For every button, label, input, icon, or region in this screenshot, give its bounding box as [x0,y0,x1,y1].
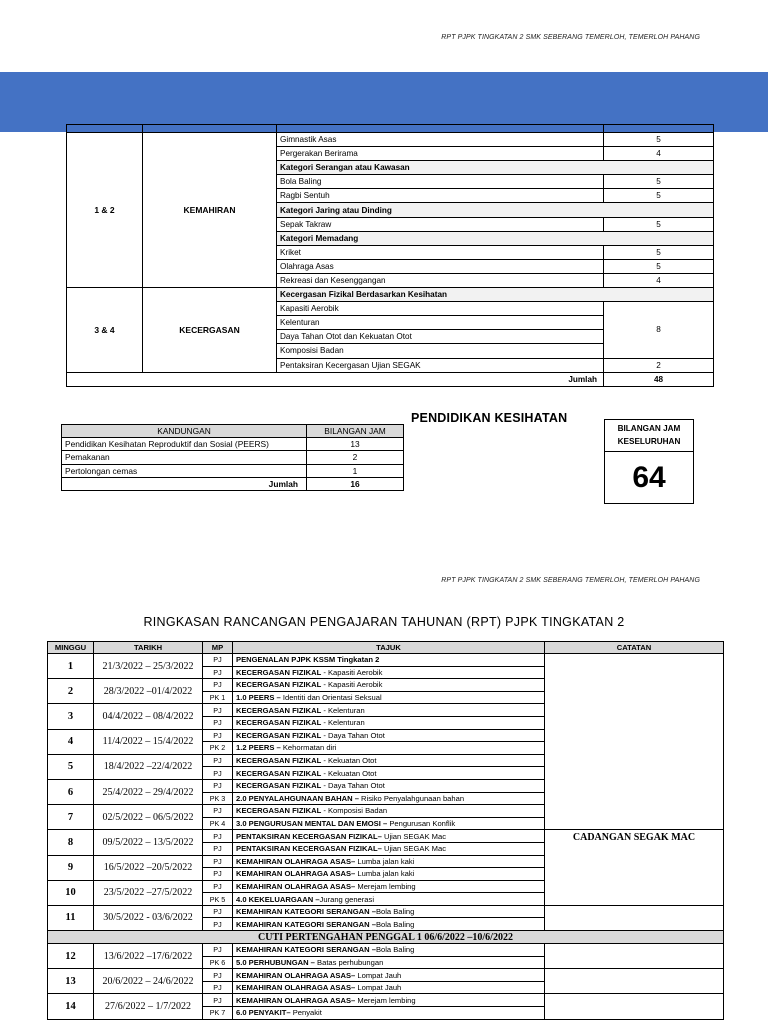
mp-cell: PJ [203,830,233,843]
tajuk-cell [233,654,545,667]
tajuk-detail: Ujian SEGAK Mac [381,844,446,854]
category-cell: Kategori Jaring atau Dinding [277,203,714,217]
tajuk-detail: Bola Baling [375,945,415,955]
mp-cell: PK 3 [203,792,233,805]
tajuk-cell [233,792,545,805]
minggu-cell: 7 [48,805,94,830]
total-row [62,477,404,490]
content-cell: Rekreasi dan Kesenggangan [277,273,604,287]
content-cell: Olahraga Asas [277,259,604,273]
tajuk-cell [233,767,545,780]
table-cell [67,125,143,133]
total-hours-label-line1: BILANGAN JAM [617,424,681,433]
total-hours-label [605,420,693,452]
minggu-cell: 2 [48,679,94,704]
content-cell: Kelenturan [277,316,604,330]
content-cell: Daya Tahan Otot dan Kekuatan Otot [277,330,604,344]
tajuk-detail: - Komposisi Badan [321,806,388,816]
category-cell: Kategori Serangan atau Kawasan [277,161,714,175]
content-cell: Sepak Takraw [277,217,604,231]
content-cell: Pertolongan cemas [62,464,307,477]
tajuk-detail: Merejam lembing [355,881,416,891]
table-cell [143,125,277,133]
minggu-cell: 3 [48,704,94,729]
table-row [48,969,724,982]
mp-cell: PJ [203,994,233,1007]
minggu-cell: 12 [48,944,94,969]
tajuk-bold: KEMAHIRAN OLAHRAGA ASAS– [236,856,356,866]
mp-cell: PJ [203,969,233,982]
tarikh-cell: 09/5/2022 – 13/5/2022 [94,830,203,855]
total-hours-value: 64 [632,461,666,494]
table-cell [277,125,604,133]
tajuk-cell [233,1007,545,1020]
column-header-mp: MP [203,642,233,654]
minggu-cell: 1 & 2 [67,133,143,288]
catatan-cell [545,654,724,830]
tarikh-cell: 27/6/2022 – 1/7/2022 [94,994,203,1019]
mp-cell: PK 6 [203,956,233,969]
total-row [67,372,714,386]
tajuk-detail: Lumba jalan kaki [355,869,415,879]
total-label: Jumlah [62,477,307,490]
tajuk-detail: - Daya Tahan Otot [321,730,385,740]
tajuk-detail: Penyakit [290,1008,322,1018]
tajuk-cell [233,842,545,855]
column-header-tajuk: TAJUK [233,642,545,654]
table-cell [604,125,714,133]
minggu-cell: 6 [48,779,94,804]
mp-cell: PJ [203,666,233,679]
tarikh-cell: 21/3/2022 – 25/3/2022 [94,654,203,679]
catatan-cell [545,994,724,1019]
tajuk-cell [233,994,545,1007]
tajuk-detail: - Kelenturan [321,705,365,715]
hours-cell: 4 [604,273,714,287]
tajuk-detail: Risiko Penyalahgunaan bahan [358,793,465,803]
tajuk-cell [233,666,545,679]
tajuk-detail: Lompat Jauh [355,970,402,980]
tajuk-bold: PENTAKSIRAN KECERGASAN FIZIKAL– [236,844,382,854]
tajuk-bold: KEMAHIRAN OLAHRAGA ASAS– [236,970,356,980]
minggu-cell: 9 [48,855,94,880]
catatan-cell [545,969,724,994]
tajuk-cell [233,893,545,906]
mp-cell: PJ [203,679,233,692]
tajuk-detail: - Kekuatan Otot [321,768,377,778]
total-hours-label-line2: KESELURUHAN [617,437,681,446]
minggu-cell: 14 [48,994,94,1019]
mp-cell: PJ [203,805,233,818]
tajuk-bold: KECERGASAN FIZIKAL [236,768,322,778]
content-cell: Pergerakan Berirama [277,147,604,161]
mp-cell: PJ [203,880,233,893]
mp-cell: PJ [203,944,233,957]
tajuk-bold: KEMAHIRAN KATEGORI SERANGAN – [236,919,376,929]
table-row [48,994,724,1007]
tajuk-detail: Bola Baling [375,907,415,917]
holiday-cell: CUTI PERTENGAHAN PENGGAL 1 06/6/2022 –10/6/2022 [48,931,724,944]
mp-cell: PJ [203,842,233,855]
kemahiran-kecergasan-table [66,124,714,387]
tarikh-cell: 04/4/2022 – 08/4/2022 [94,704,203,729]
total-value: 16 [307,477,404,490]
column-header-bilangan-jam: BILANGAN JAM [307,425,404,438]
tajuk-bold: KECERGASAN FIZIKAL [236,730,322,740]
minggu-cell: 3 & 4 [67,288,143,373]
mp-cell: PJ [203,918,233,931]
mp-cell: PK 4 [203,817,233,830]
mp-cell: PJ [203,981,233,994]
tajuk-cell [233,691,545,704]
mp-cell: PJ [203,754,233,767]
tajuk-bold: KEMAHIRAN OLAHRAGA ASAS– [236,995,356,1005]
tajuk-bold: 5.0 PERHUBUNGAN – [236,957,315,967]
tajuk-bold: KEMAHIRAN KATEGORI SERANGAN – [236,945,376,955]
tarikh-cell: 23/5/2022 –27/5/2022 [94,880,203,905]
tajuk-bold: 3.0 PENGURUSAN MENTAL DAN EMOSI – [236,819,388,829]
tajuk-detail: - Kelenturan [321,718,365,728]
page-header: RPT PJPK TINGKATAN 2 SMK SEBERANG TEMERLOH, TEMERLOH PAHANG [441,34,700,41]
hours-cell: 2 [604,358,714,372]
hours-cell: 2 [307,451,404,464]
tajuk-bold: KEMAHIRAN OLAHRAGA ASAS– [236,869,356,879]
minggu-cell: 13 [48,969,94,994]
hours-cell: 1 [307,464,404,477]
table-row [48,830,724,843]
mp-cell: PJ [203,654,233,667]
column-header-catatan: CATATAN [545,642,724,654]
catatan-cell: CADANGAN SEGAK MAC [545,830,724,906]
tajuk-cell [233,704,545,717]
table-row [62,438,404,451]
tajuk-bold: KECERGASAN FIZIKAL [236,718,322,728]
health-education-table [61,424,404,491]
tajuk-cell [233,918,545,931]
mp-cell: PK 2 [203,742,233,755]
tajuk-cell [233,956,545,969]
tajuk-bold: PENGENALAN PJPK KSSM Tingkatan 2 [236,655,380,665]
health-section-title: PENDIDIKAN KESIHATAN [411,411,568,425]
hours-cell: 5 [604,217,714,231]
table-row [62,451,404,464]
rpt-header-row [48,642,724,654]
tajuk-cell [233,880,545,893]
mp-cell: PJ [203,779,233,792]
page-header: RPT PJPK TINGKATAN 2 SMK SEBERANG TEMERLOH, TEMERLOH PAHANG [441,577,700,584]
tajuk-detail: - Kapasiti Aerobik [321,667,383,677]
tajuk-cell [233,805,545,818]
minggu-cell: 8 [48,830,94,855]
tajuk-cell [233,944,545,957]
table-row [48,944,724,957]
tajuk-detail: - Kapasiti Aerobik [321,680,383,690]
tajuk-bold: 1.0 PEERS – [236,693,281,703]
tajuk-cell [233,716,545,729]
tajuk-bold: 4.0 KEKELUARGAAN – [236,894,320,904]
holiday-row [48,931,724,944]
hours-cell: 5 [604,259,714,273]
catatan-cell [545,944,724,969]
tajuk-bold: KECERGASAN FIZIKAL [236,756,322,766]
header-banner [0,72,768,132]
rpt-title: RINGKASAN RANCANGAN PENGAJARAN TAHUNAN (RPT) PJPK TINGKATAN 2 [143,615,625,629]
category-cell: Kecergasan Fizikal Berdasarkan Kesihatan [277,288,714,302]
rpt-table [47,641,724,1020]
tarikh-cell: 18/4/2022 –22/4/2022 [94,754,203,779]
hours-cell: 4 [604,147,714,161]
mp-cell: PJ [203,716,233,729]
mp-cell: PJ [203,704,233,717]
tajuk-bold: KECERGASAN FIZIKAL [236,806,322,816]
tajuk-cell [233,729,545,742]
content-cell: Pentaksiran Kecergasan Ujian SEGAK [277,358,604,372]
catatan-cell [545,905,724,930]
tajuk-bold: KECERGASAN FIZIKAL [236,680,322,690]
hours-cell: 5 [604,245,714,259]
tajuk-bold: KEMAHIRAN OLAHRAGA ASAS– [236,983,356,993]
tarikh-cell: 11/4/2022 – 15/4/2022 [94,729,203,754]
table-row [67,133,714,147]
tajuk-bold: KECERGASAN FIZIKAL [236,705,322,715]
mp-cell: PK 7 [203,1007,233,1020]
content-cell: Kriket [277,245,604,259]
tajuk-cell [233,817,545,830]
tajuk-detail: Lompat Jauh [355,983,402,993]
bidang-cell: KEMAHIRAN [143,133,277,288]
mp-cell: PK 5 [203,893,233,906]
total-value: 48 [604,372,714,386]
total-label: Jumlah [67,372,604,386]
tarikh-cell: 02/5/2022 – 06/5/2022 [94,805,203,830]
tajuk-cell [233,855,545,868]
mp-cell: PJ [203,729,233,742]
hours-cell: 13 [307,438,404,451]
table-row [67,288,714,302]
table-row [62,464,404,477]
minggu-cell: 10 [48,880,94,905]
tajuk-bold: KECERGASAN FIZIKAL [236,667,322,677]
hours-cell: 5 [604,189,714,203]
tajuk-detail: Jurang generasi [319,894,375,904]
content-cell: Gimnastik Asas [277,133,604,147]
tarikh-cell: 20/6/2022 – 24/6/2022 [94,969,203,994]
tarikh-cell: 13/6/2022 –17/6/2022 [94,944,203,969]
mp-cell: PJ [203,767,233,780]
hours-cell: 8 [604,302,714,358]
tajuk-cell [233,679,545,692]
tajuk-cell [233,969,545,982]
total-hours-box [604,419,694,504]
tajuk-detail: Merejam lembing [355,995,416,1005]
tajuk-cell [233,830,545,843]
tajuk-cell [233,905,545,918]
mp-cell: PJ [203,855,233,868]
hours-cell: 5 [604,175,714,189]
minggu-cell: 4 [48,729,94,754]
column-header-tarikh: TARIKH [94,642,203,654]
tajuk-bold: 6.0 PENYAKIT– [236,1008,291,1018]
hours-cell: 5 [604,133,714,147]
tajuk-bold: 2.0 PENYALAHGUNAAN BAHAN – [236,793,359,803]
content-cell: Kapasiti Aerobik [277,302,604,316]
tarikh-cell: 16/5/2022 –20/5/2022 [94,855,203,880]
minggu-cell: 5 [48,754,94,779]
minggu-cell: 11 [48,905,94,930]
tajuk-bold: 1.2 PEERS – [236,743,281,753]
tajuk-cell [233,868,545,881]
content-cell: Bola Baling [277,175,604,189]
mp-cell: PJ [203,905,233,918]
column-header-minggu: MINGGU [48,642,94,654]
content-cell: Ragbi Sentuh [277,189,604,203]
tajuk-cell [233,779,545,792]
content-cell: Pemakanan [62,451,307,464]
tajuk-detail: - Daya Tahan Otot [321,781,385,791]
tajuk-cell [233,754,545,767]
content-cell: Komposisi Badan [277,344,604,358]
tajuk-detail: Lumba jalan kaki [355,856,415,866]
tajuk-detail: Pengurusan Konflik [387,819,456,829]
minggu-cell: 1 [48,654,94,679]
mp-cell: PJ [203,868,233,881]
tajuk-bold: KECERGASAN FIZIKAL [236,781,322,791]
tajuk-detail: Kehormatan diri [280,743,337,753]
tajuk-detail: Identiti dan Orientasi Seksual [280,693,382,703]
tarikh-cell: 25/4/2022 – 29/4/2022 [94,779,203,804]
table-row [48,905,724,918]
tajuk-detail: - Kekuatan Otot [321,756,377,766]
tajuk-cell [233,742,545,755]
category-cell: Kategori Memadang [277,231,714,245]
bidang-cell: KECERGASAN [143,288,277,373]
tarikh-cell: 28/3/2022 –01/4/2022 [94,679,203,704]
table-row [67,125,714,133]
tajuk-detail: Bola Baling [375,919,415,929]
tajuk-bold: KEMAHIRAN OLAHRAGA ASAS– [236,881,356,891]
mp-cell: PK 1 [203,691,233,704]
tajuk-cell [233,981,545,994]
tarikh-cell: 30/5/2022 - 03/6/2022 [94,905,203,930]
tajuk-detail: Batas perhubungan [314,957,384,967]
tajuk-bold: KEMAHIRAN KATEGORI SERANGAN – [236,907,376,917]
tajuk-detail: Ujian SEGAK Mac [381,831,446,841]
content-cell: Pendidikan Kesihatan Reproduktif dan Sosial (PEERS) [62,438,307,451]
column-header-kandungan: KANDUNGAN [62,425,307,438]
table-row [48,654,724,667]
tajuk-bold: PENTAKSIRAN KECERGASAN FIZIKAL– [236,831,382,841]
